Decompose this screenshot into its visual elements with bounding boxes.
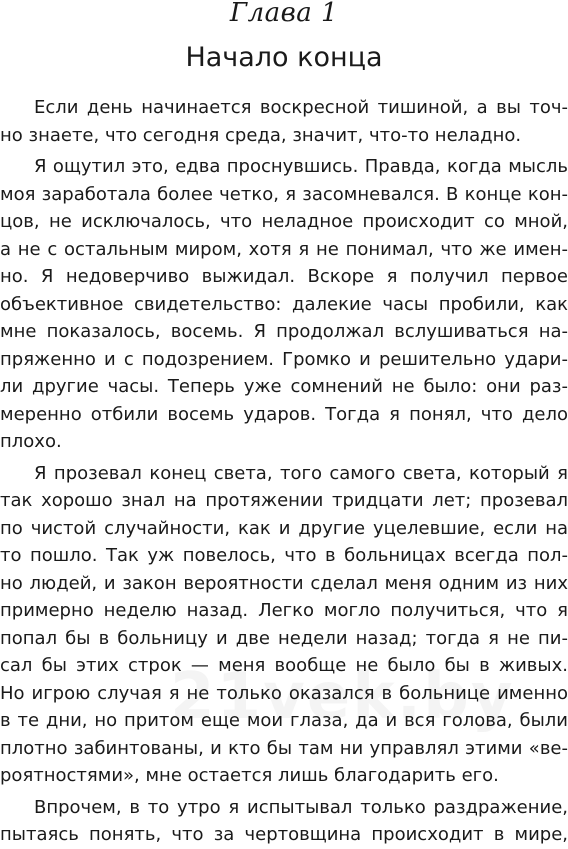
text-line: ли другие часы. Теперь уже сомнений не было: они раз- (0, 376, 568, 397)
text-line: Я ощутил это, едва проснувшись. Правда, когда мысль (34, 156, 568, 177)
text-line: цов, не исключалось, что неладное происходит со мной, (0, 211, 568, 232)
chapter-number: Глава 1 (229, 0, 339, 28)
text-line: меренно отбили восемь ударов. Тогда я понял, что дело (0, 403, 568, 425)
text-line: плотно забинтованы, и кто бы там ни управлял этими «ве- (0, 737, 568, 759)
text-line: а не с остальным миром, хотя я не понимал, что же имен- (0, 238, 568, 260)
text-line: плохо. (0, 431, 62, 452)
text-line: но знаете, что сегодня среда, значит, что-то неладно. (0, 124, 522, 146)
text-line: в те дни, но притом еще мои глаза, да и вся голова, были (0, 710, 568, 731)
text-line: Я прозевал конец света, того самого света, который я (34, 462, 568, 484)
text-line: объективное свидетельство: далекие часы пробили, как (0, 293, 568, 315)
text-line: Если день начинается воскресной тишиной, а вы точ- (34, 97, 568, 118)
text-line: пытаясь понять, что за чертовщина происходит в мире, (0, 824, 568, 845)
text-line: по чистой случайности, как и другие уцелевшие, если на (0, 517, 568, 539)
text-line: мне показалось, восемь. Я продолжал вслушиваться на- (0, 321, 568, 342)
text-line: роятностями», мне остается лишь благодарить его. (0, 765, 499, 786)
text-line: моя заработала более четко, я засомневался. В конце кон- (0, 183, 568, 205)
text-line: попал бы в больницу и две недели назад; тогда я не пи- (0, 627, 568, 649)
text-line: но людей, и закон вероятности сделал меня одним из них (0, 572, 568, 594)
chapter-body (0, 94, 568, 849)
text-line: так хорошо знал на протяжении тридцати лет; прозевал (0, 490, 568, 511)
chapter-title: Начало конца (185, 42, 383, 73)
text-line: сал бы этих строк — меня вообще не было бы в живых. (0, 655, 568, 676)
text-line: Но игрою случая я не только оказался в больнице именно (0, 682, 568, 704)
text-line: Впрочем, в то утро я испытывал только раздражение, (34, 796, 568, 818)
text-line: пряженно и с подозрением. Громко и решительно удари- (0, 348, 568, 370)
text-line: но. Я недоверчиво выжидал. Вскоре я получил первое (0, 266, 568, 287)
text-line: примерно неделю назад. Легко могло получиться, что я (0, 600, 568, 621)
text-line: то пошло. Так уж повелось, что в больницах всегда пол- (0, 545, 568, 566)
